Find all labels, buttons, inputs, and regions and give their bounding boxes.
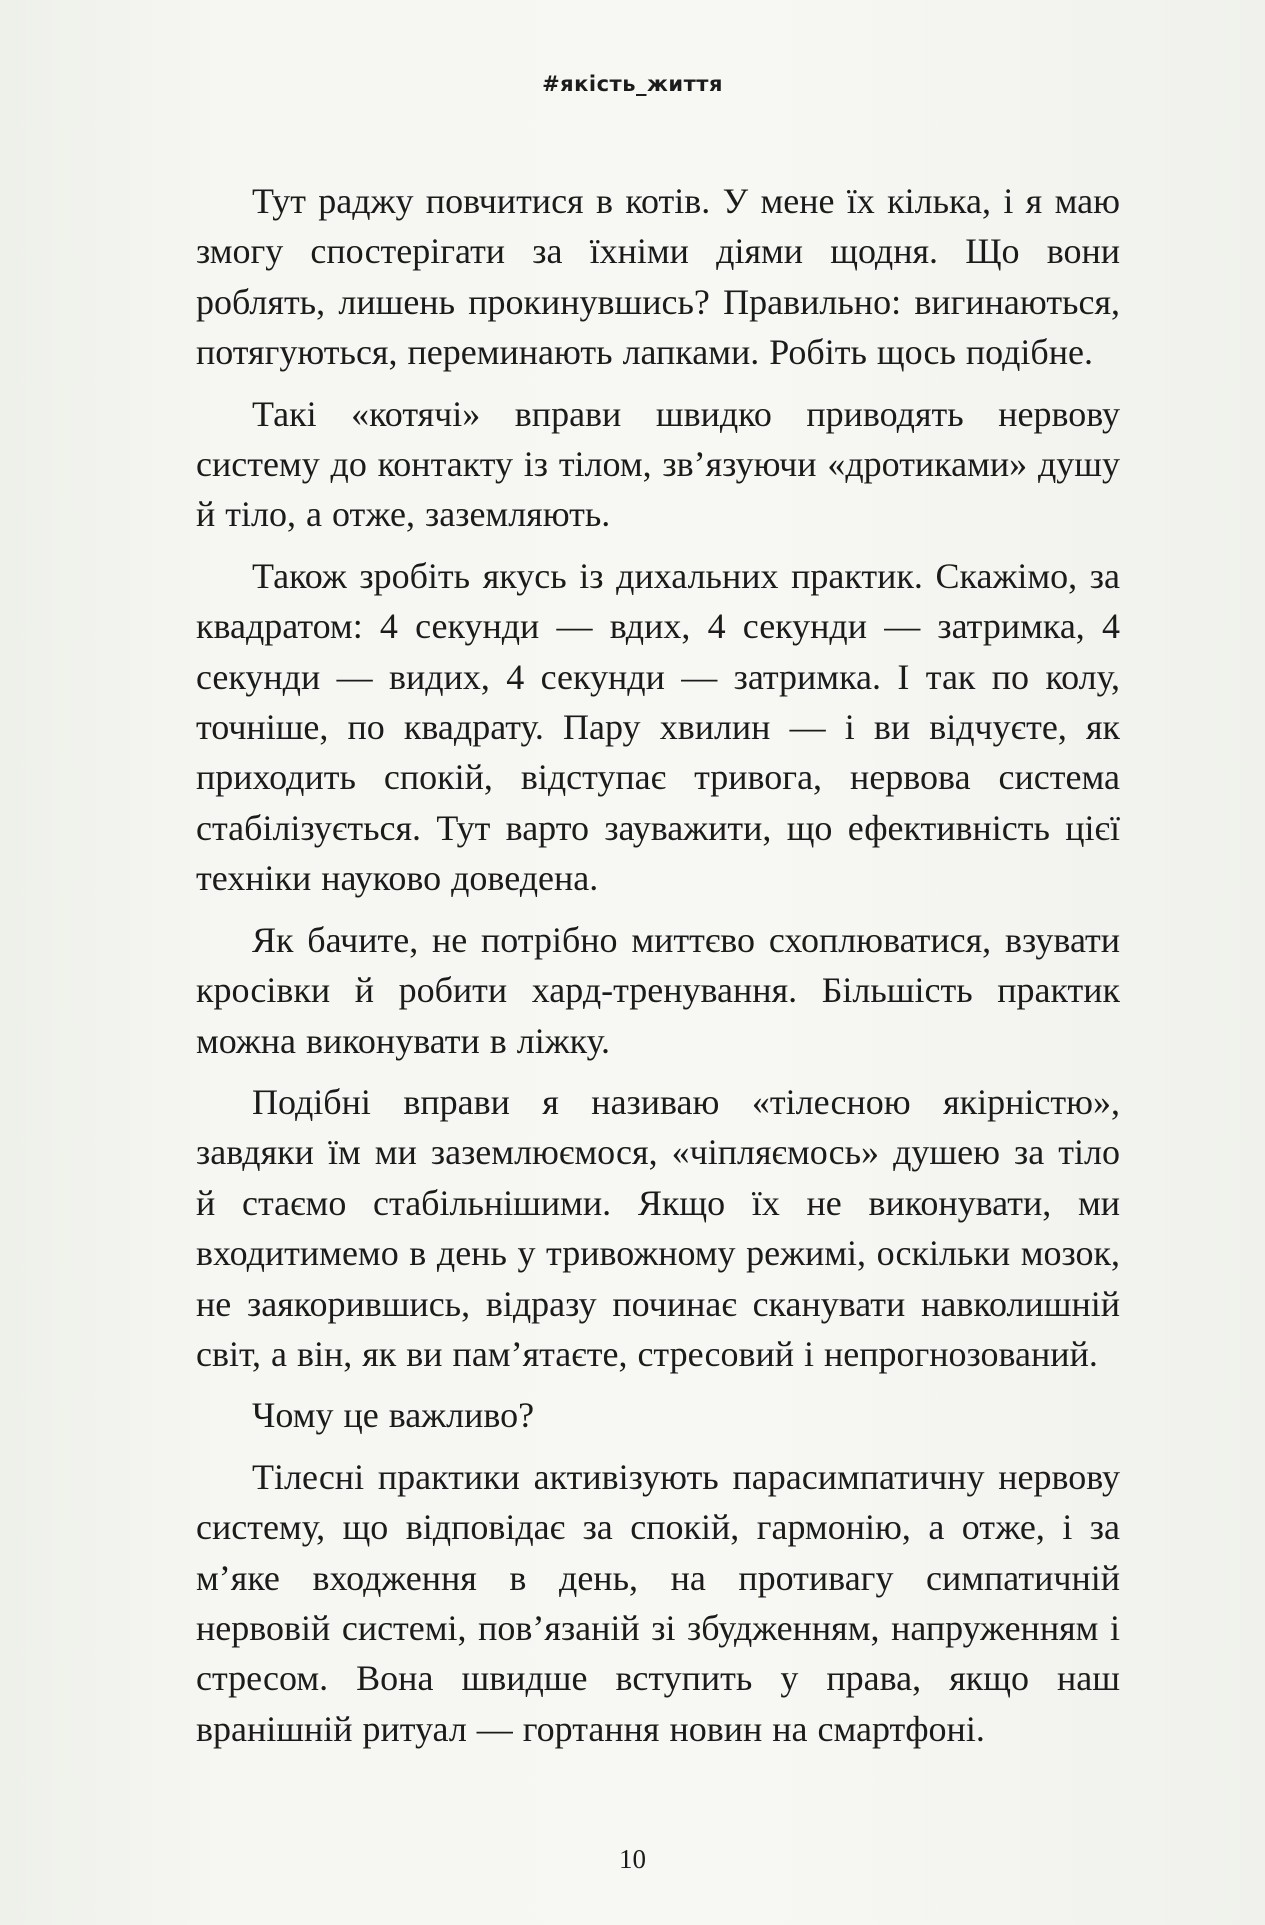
paragraph: Як бачите, не потрібно миттєво схоплюватися, взувати кросівки й робити хард-тренування. Більшість практик можна виконувати в ліжку. [196, 919, 1120, 1061]
paragraph: Тут раджу повчитися в котів. У мене їх кілька, і я маю змогу спостерігати за їхніми діями щодня. Що вони роблять, лишень прокинувшись? Правильно: вигинаються, потягуються, перeминають лапками. Робіть щось подібне. [196, 181, 1120, 373]
paragraph: Чому це важливо? [252, 1395, 535, 1436]
paragraph: Такі «котячі» вправи швидко приводять нервову систему до контакту із тілом, зв’язуючи «дротиками» душу й тіло, а отже, заземляють. [196, 393, 1120, 535]
paragraph: Тілесні практики активізують парасимпатичну нервову систему, що відповідає за спокій, гармонію, а отже, і за м’яке входження в день, на противагу симпатичній нервовій системі, пов’язаній зі збудженням, напруженням і стресом. Вона швидше вступить у права, якщо наш вранішній ритуал — гортання новин на смартфоні. [196, 1456, 1120, 1749]
page-number: 10 [619, 1844, 646, 1874]
paragraph: Також зробіть якусь із дихальних практик. Скажімо, за квадратом: 4 секунди — вдих, 4 секунди — затримка, 4 секунди — видих, 4 секунди — затримка. І так по колу, точніше, по квадрату. Пару хвилин — і ви відчуєте, як приходить спокій, відступає тривога, нервова система стабілізується. Тут варто зауважити, що ефективність цієї техніки науково доведена. [196, 555, 1120, 899]
running-header: #якість_життя [542, 72, 723, 96]
paragraph: Подібні вправи я називаю «тілесною якірністю», завдяки їм ми заземлюємося, «чіпляємось» душею за тіло й стаємо стабільнішими. Якщо їх не виконувати, ми входитимемо в день у тривожному режимі, оскільки мозок, не заякорившись, відразу починає сканувати навколишній світ, а він, як ви пам’ятаєте, стресовий і непрогнозований. [196, 1081, 1120, 1374]
body-text [196, 176, 1120, 1754]
